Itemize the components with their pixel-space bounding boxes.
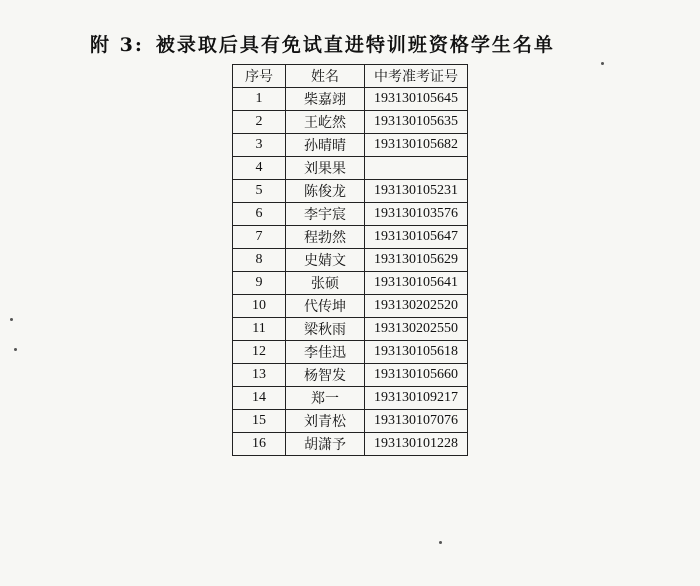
table-row xyxy=(233,88,468,111)
header-name: 姓名 xyxy=(286,65,365,88)
header-exam-id: 中考准考证号 xyxy=(365,65,468,88)
scan-speck xyxy=(14,348,17,351)
cell-exam-id: 193130105629 xyxy=(365,249,468,272)
cell-exam-id: 193130202550 xyxy=(365,318,468,341)
cell-exam-id xyxy=(365,157,468,180)
cell-name: 孙晴晴 xyxy=(286,134,365,157)
table-row xyxy=(233,318,468,341)
cell-exam-id: 193130103576 xyxy=(365,203,468,226)
cell-name: 代传坤 xyxy=(286,295,365,318)
cell-exam-id: 193130202520 xyxy=(365,295,468,318)
table-row xyxy=(233,341,468,364)
cell-exam-id: 193130101228 xyxy=(365,433,468,456)
cell-index: 1 xyxy=(233,88,286,111)
table-body xyxy=(233,88,468,456)
cell-index: 4 xyxy=(233,157,286,180)
cell-name: 陈俊龙 xyxy=(286,180,365,203)
header-index: 序号 xyxy=(233,65,286,88)
table-row xyxy=(233,410,468,433)
cell-name: 李佳迅 xyxy=(286,341,365,364)
cell-index: 5 xyxy=(233,180,286,203)
cell-name: 郑一 xyxy=(286,387,365,410)
table-row xyxy=(233,295,468,318)
cell-name: 胡潇予 xyxy=(286,433,365,456)
table-row xyxy=(233,134,468,157)
cell-index: 7 xyxy=(233,226,286,249)
cell-name: 程勃然 xyxy=(286,226,365,249)
cell-index: 10 xyxy=(233,295,286,318)
cell-index: 13 xyxy=(233,364,286,387)
student-list-table xyxy=(232,64,468,456)
cell-name: 梁秋雨 xyxy=(286,318,365,341)
cell-exam-id: 193130105645 xyxy=(365,88,468,111)
cell-index: 8 xyxy=(233,249,286,272)
cell-name: 王屹然 xyxy=(286,111,365,134)
table-row xyxy=(233,180,468,203)
cell-exam-id: 193130109217 xyxy=(365,387,468,410)
table-row xyxy=(233,249,468,272)
table-row xyxy=(233,203,468,226)
scan-speck xyxy=(601,62,604,65)
title-prefix: 附 3: xyxy=(90,34,144,56)
table-row xyxy=(233,157,468,180)
cell-name: 史婧文 xyxy=(286,249,365,272)
cell-name: 柴嘉翊 xyxy=(286,88,365,111)
scan-speck xyxy=(439,541,442,544)
title-text: 被录取后具有免试直进特训班资格学生名单 xyxy=(155,34,555,56)
cell-index: 3 xyxy=(233,134,286,157)
cell-name: 刘青松 xyxy=(286,410,365,433)
table-row xyxy=(233,387,468,410)
table-row xyxy=(233,433,468,456)
cell-index: 12 xyxy=(233,341,286,364)
cell-index: 14 xyxy=(233,387,286,410)
cell-name: 张硕 xyxy=(286,272,365,295)
cell-exam-id: 193130105641 xyxy=(365,272,468,295)
table-row xyxy=(233,111,468,134)
cell-index: 2 xyxy=(233,111,286,134)
cell-exam-id: 193130105660 xyxy=(365,364,468,387)
table-row xyxy=(233,364,468,387)
document-title xyxy=(90,30,555,57)
cell-exam-id: 193130105682 xyxy=(365,134,468,157)
cell-exam-id: 193130105618 xyxy=(365,341,468,364)
cell-exam-id: 193130105647 xyxy=(365,226,468,249)
cell-index: 6 xyxy=(233,203,286,226)
cell-index: 9 xyxy=(233,272,286,295)
cell-name: 杨智发 xyxy=(286,364,365,387)
cell-exam-id: 193130105231 xyxy=(365,180,468,203)
cell-index: 15 xyxy=(233,410,286,433)
cell-index: 16 xyxy=(233,433,286,456)
table-row xyxy=(233,272,468,295)
cell-index: 11 xyxy=(233,318,286,341)
cell-name: 李宇宸 xyxy=(286,203,365,226)
cell-name: 刘果果 xyxy=(286,157,365,180)
table-header-row xyxy=(233,65,468,88)
cell-exam-id: 193130107076 xyxy=(365,410,468,433)
scan-speck xyxy=(10,318,13,321)
cell-exam-id: 193130105635 xyxy=(365,111,468,134)
table-row xyxy=(233,226,468,249)
